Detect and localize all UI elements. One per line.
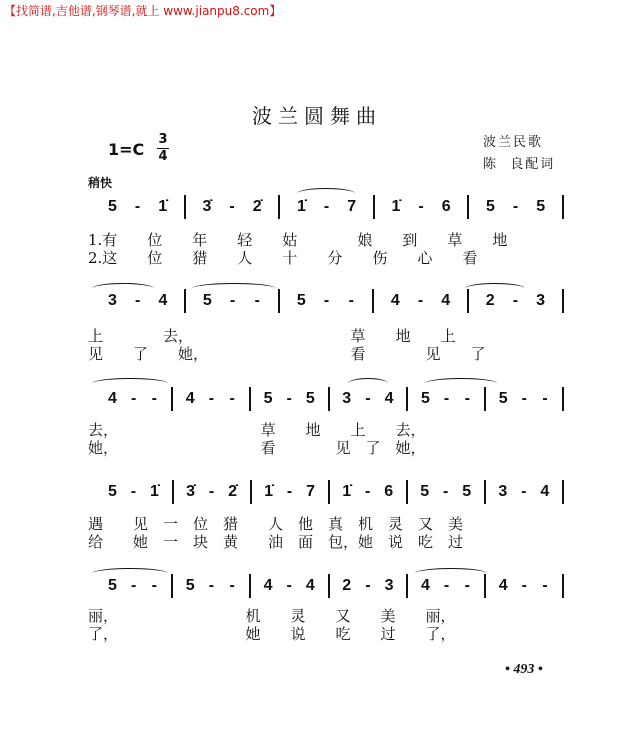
- note: -: [542, 390, 548, 407]
- lyrics-verse-1: 丽， 机 灵 又 美 丽，: [88, 607, 456, 625]
- note: 5: [108, 198, 117, 215]
- note: 4: [420, 577, 430, 594]
- note: -: [521, 483, 527, 500]
- note: 4: [185, 390, 195, 407]
- slur: [92, 378, 168, 389]
- note: 1̇: [158, 198, 168, 215]
- note: 4: [540, 483, 550, 500]
- note: 3: [108, 292, 117, 309]
- note: -: [254, 292, 260, 309]
- note: 4: [263, 577, 273, 594]
- page-number: • 493 •: [505, 662, 543, 677]
- barline: [249, 387, 251, 411]
- lyrics-verse-1: 上 去， 草 地 上: [88, 327, 456, 345]
- barline: [278, 289, 280, 313]
- slur: [92, 568, 168, 579]
- note: 4: [390, 292, 400, 309]
- note: 5: [462, 483, 472, 500]
- note: -: [521, 390, 527, 407]
- lyricist: 陈 良配词: [483, 157, 556, 172]
- time-signature: [157, 133, 169, 164]
- note: 4: [305, 577, 315, 594]
- note: 4: [108, 390, 117, 407]
- note: -: [348, 292, 354, 309]
- note: -: [323, 198, 330, 215]
- lyrics-verse-2: 见 了 她， 看 见 了: [88, 345, 486, 363]
- site-banner: 【找简谱,吉他谱,钢琴谱,就上 www.jianpu8.com】: [4, 4, 282, 18]
- note: 7: [347, 198, 357, 215]
- meter-bottom: 4: [158, 149, 168, 164]
- note: 1̇: [342, 483, 352, 500]
- note: 1̇: [391, 198, 401, 215]
- note: -: [208, 390, 215, 407]
- note: 4: [384, 390, 394, 407]
- barline: [372, 289, 374, 313]
- slur: [92, 283, 154, 294]
- lyrics-verse-2: 给 她 一 块 黄 油 面 包，她 说 吃 过: [88, 533, 464, 551]
- note: 6: [441, 198, 451, 215]
- lyrics-verse-1: 去， 草 地 上 去，: [88, 421, 426, 439]
- lyrics-verse-2: 2.这 位 猎 人 十 分 伤 心 看: [88, 249, 478, 267]
- slur: [297, 188, 355, 199]
- note: -: [229, 390, 235, 407]
- note: 3̇: [186, 483, 195, 500]
- barline: [406, 387, 408, 411]
- barline: [562, 480, 564, 504]
- note: -: [151, 390, 157, 407]
- notes-row: [108, 196, 564, 218]
- note: -: [323, 292, 330, 309]
- note: 2: [485, 292, 495, 309]
- note: -: [229, 198, 235, 215]
- barline: [250, 480, 252, 504]
- note: -: [229, 292, 236, 309]
- barline: [562, 195, 564, 219]
- note: 2̇: [252, 198, 262, 215]
- note: 6: [384, 483, 394, 500]
- note: 4: [498, 577, 508, 594]
- note: -: [542, 577, 548, 594]
- barline: [562, 387, 564, 411]
- song-origin: 波兰民歌: [483, 135, 544, 150]
- note: -: [512, 198, 519, 215]
- note: -: [208, 483, 215, 500]
- barline: [249, 574, 251, 598]
- note: 5: [108, 483, 117, 500]
- note: 1̇: [150, 483, 159, 500]
- note: 3: [384, 577, 394, 594]
- barline: [406, 480, 408, 504]
- barline: [484, 480, 486, 504]
- slur: [192, 283, 276, 294]
- note: -: [130, 390, 137, 407]
- tempo-marking: 稍快: [88, 176, 113, 190]
- barline: [184, 195, 186, 219]
- note: -: [443, 577, 450, 594]
- note: -: [208, 577, 215, 594]
- note: -: [464, 577, 470, 594]
- note: -: [521, 577, 527, 594]
- note: 5: [108, 577, 117, 594]
- note: 2̇: [228, 483, 237, 500]
- note: -: [130, 483, 137, 500]
- note: 5: [420, 483, 430, 500]
- barline: [373, 195, 375, 219]
- song-title: 波兰圆舞曲: [252, 104, 382, 128]
- notes-row: [108, 388, 564, 410]
- note: -: [418, 198, 424, 215]
- slur: [348, 378, 388, 389]
- note: 5: [305, 390, 315, 407]
- meter-top: 3: [158, 132, 168, 147]
- key-signature: 1=C: [108, 140, 145, 159]
- note: -: [365, 390, 371, 407]
- lyrics-verse-2: 了， 她 说 吃 过 了，: [88, 625, 456, 643]
- note: 7: [306, 483, 316, 500]
- barline: [172, 480, 174, 504]
- note: -: [286, 483, 293, 500]
- note: 4: [158, 292, 168, 309]
- note: 5: [263, 390, 273, 407]
- note: 5: [185, 577, 195, 594]
- note: -: [151, 577, 157, 594]
- note: 5: [536, 198, 546, 215]
- note: 4: [441, 292, 451, 309]
- note: -: [135, 292, 141, 309]
- note: -: [134, 198, 141, 215]
- barline: [328, 480, 330, 504]
- note: 5: [420, 390, 430, 407]
- note: -: [364, 483, 371, 500]
- slur: [425, 378, 497, 389]
- note: -: [512, 292, 519, 309]
- note: -: [417, 292, 424, 309]
- note: 5: [486, 198, 495, 215]
- note: 5: [296, 292, 306, 309]
- notes-row: [108, 575, 564, 597]
- note: 5: [498, 390, 508, 407]
- note: 1̇: [264, 483, 274, 500]
- note: -: [229, 577, 235, 594]
- note: 2: [342, 577, 352, 594]
- barline: [562, 574, 564, 598]
- barline: [184, 289, 186, 313]
- note: -: [443, 390, 450, 407]
- note: -: [130, 577, 137, 594]
- note: 3: [498, 483, 508, 500]
- note: -: [443, 483, 449, 500]
- note: -: [286, 577, 292, 594]
- note: 3: [342, 390, 352, 407]
- notes-row: [108, 481, 564, 503]
- barline: [171, 387, 173, 411]
- note: -: [365, 577, 371, 594]
- note: 3̇: [202, 198, 212, 215]
- lyrics-verse-1: 遇 见 一 位 猎 人 他 真 机 灵 又 美: [88, 515, 464, 533]
- slur: [465, 283, 525, 294]
- note: -: [464, 390, 470, 407]
- slur: [415, 568, 487, 579]
- note: 5: [202, 292, 212, 309]
- barline: [467, 195, 469, 219]
- note: -: [286, 390, 292, 407]
- note: 1̇: [297, 198, 306, 215]
- barline: [562, 289, 564, 313]
- lyrics-verse-2: 她， 看 见 了 她，: [88, 439, 426, 457]
- barline: [328, 574, 330, 598]
- barline: [406, 574, 408, 598]
- barline: [328, 387, 330, 411]
- barline: [484, 387, 486, 411]
- barline: [171, 574, 173, 598]
- lyrics-verse-1: 1.有 位 年 轻 姑 娘 到 草 地: [88, 231, 508, 249]
- note: 3: [536, 292, 546, 309]
- barline: [278, 195, 280, 219]
